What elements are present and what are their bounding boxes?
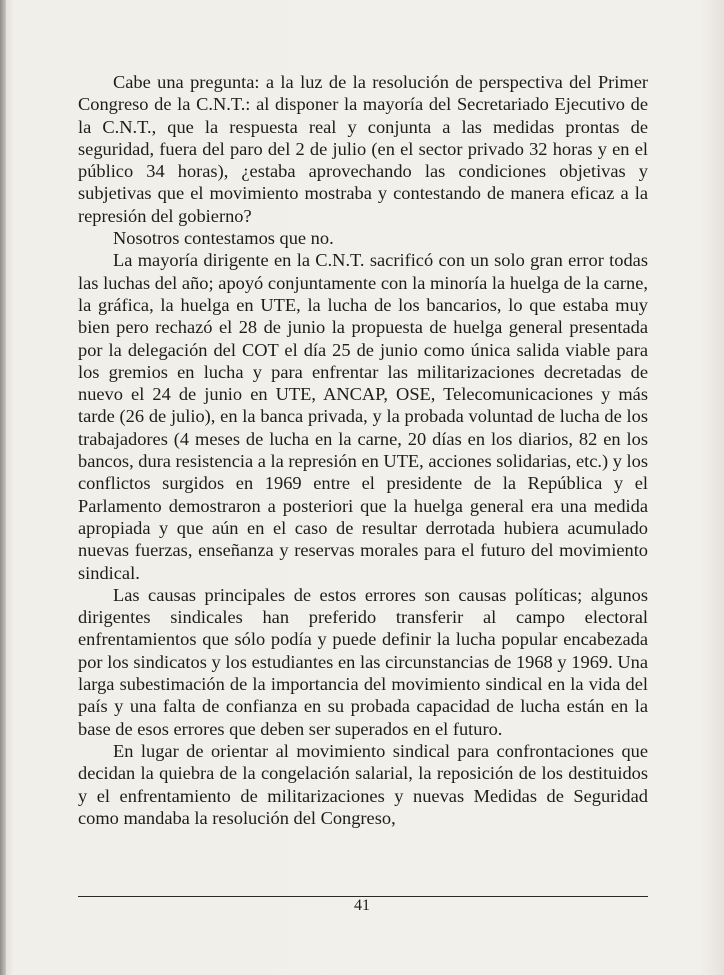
paragraph-answer: Nosotros contestamos que no. [113,228,334,249]
page-binding-edge [0,0,6,975]
paragraph-causes: Las causas principales de estos errores son causas políticas; algunos dirigentes sindicales han preferido transferir al campo electoral enfrentamientos que sólo podía y puede definir la lucha popular encabezada por los sindicatos y los estudiantes en las circunstancias de 1968 y 1969. Una larga subestimación de la importancia del movimiento sindical en la vida del país y una falta de confianza en su probada capacidad de lucha están en la base de esos errores que deben ser superados en el futuro. [78,584,648,739]
body-text [78,71,648,829]
paragraph-cnt-majority: La mayoría dirigente en la C.N.T. sacrificó con un solo gran error todas las luchas del año; apoyó conjuntamente con la minoría la huelga de la carne, la gráfica, la huelga en UTE, la lucha de los bancarios, lo que estaba muy bien pero rechazó el 28 de junio la propuesta de huelga general presentada por la delegación del COT el día 25 de junio como única salida viable para los gremios en lucha y para enfrentar las militarizaciones decretadas de nuevo el 24 de junio en UTE, ANCAP, OSE, Telecomunicaciones y más tarde (26 de julio), en la banca privada, y la probada voluntad de lucha de los trabajadores (4 meses de lucha en la carne, 20 días en los diarios, 82 en los bancos, dura resistencia a la represión en UTE, acciones solidarias, etc.) y los conflictos surgidos en 1969 entre el presidente de la República y el Parlamento demostraron a posteriori que la huelga general era una medida apropiada y que aún en el caso de resultar derrotada hubiera acumulado nuevas fuerzas, enseñanza y reservas morales para el futuro del movimiento sindical. [78,250,648,583]
page-number: 41 [354,897,370,914]
paragraph-question: Cabe una pregunta: a la luz de la resolución de perspectiva del Primer Congreso de la C.N.T.: al disponer la mayoría del Secretariado Ejecutivo de la C.N.T., que la respuesta real y conjunta a las medidas prontas de seguridad, fuera del paro del 2 de julio (en el sector privado 32 horas y en el público 34 horas), ¿estaba aprovechando las condiciones objetivas y subjetivas que el movimiento mostraba y contestando de manera eficaz a la represión del gobierno? [78,72,648,226]
paragraph-instead: En lugar de orientar al movimiento sindical para confrontaciones que decidan la quiebra de la congelación salarial, la reposición de los destituidos y el enfrentamiento de militarizaciones y nuevas Medidas de Seguridad como mandaba la resolución del Congreso, [78,740,648,828]
